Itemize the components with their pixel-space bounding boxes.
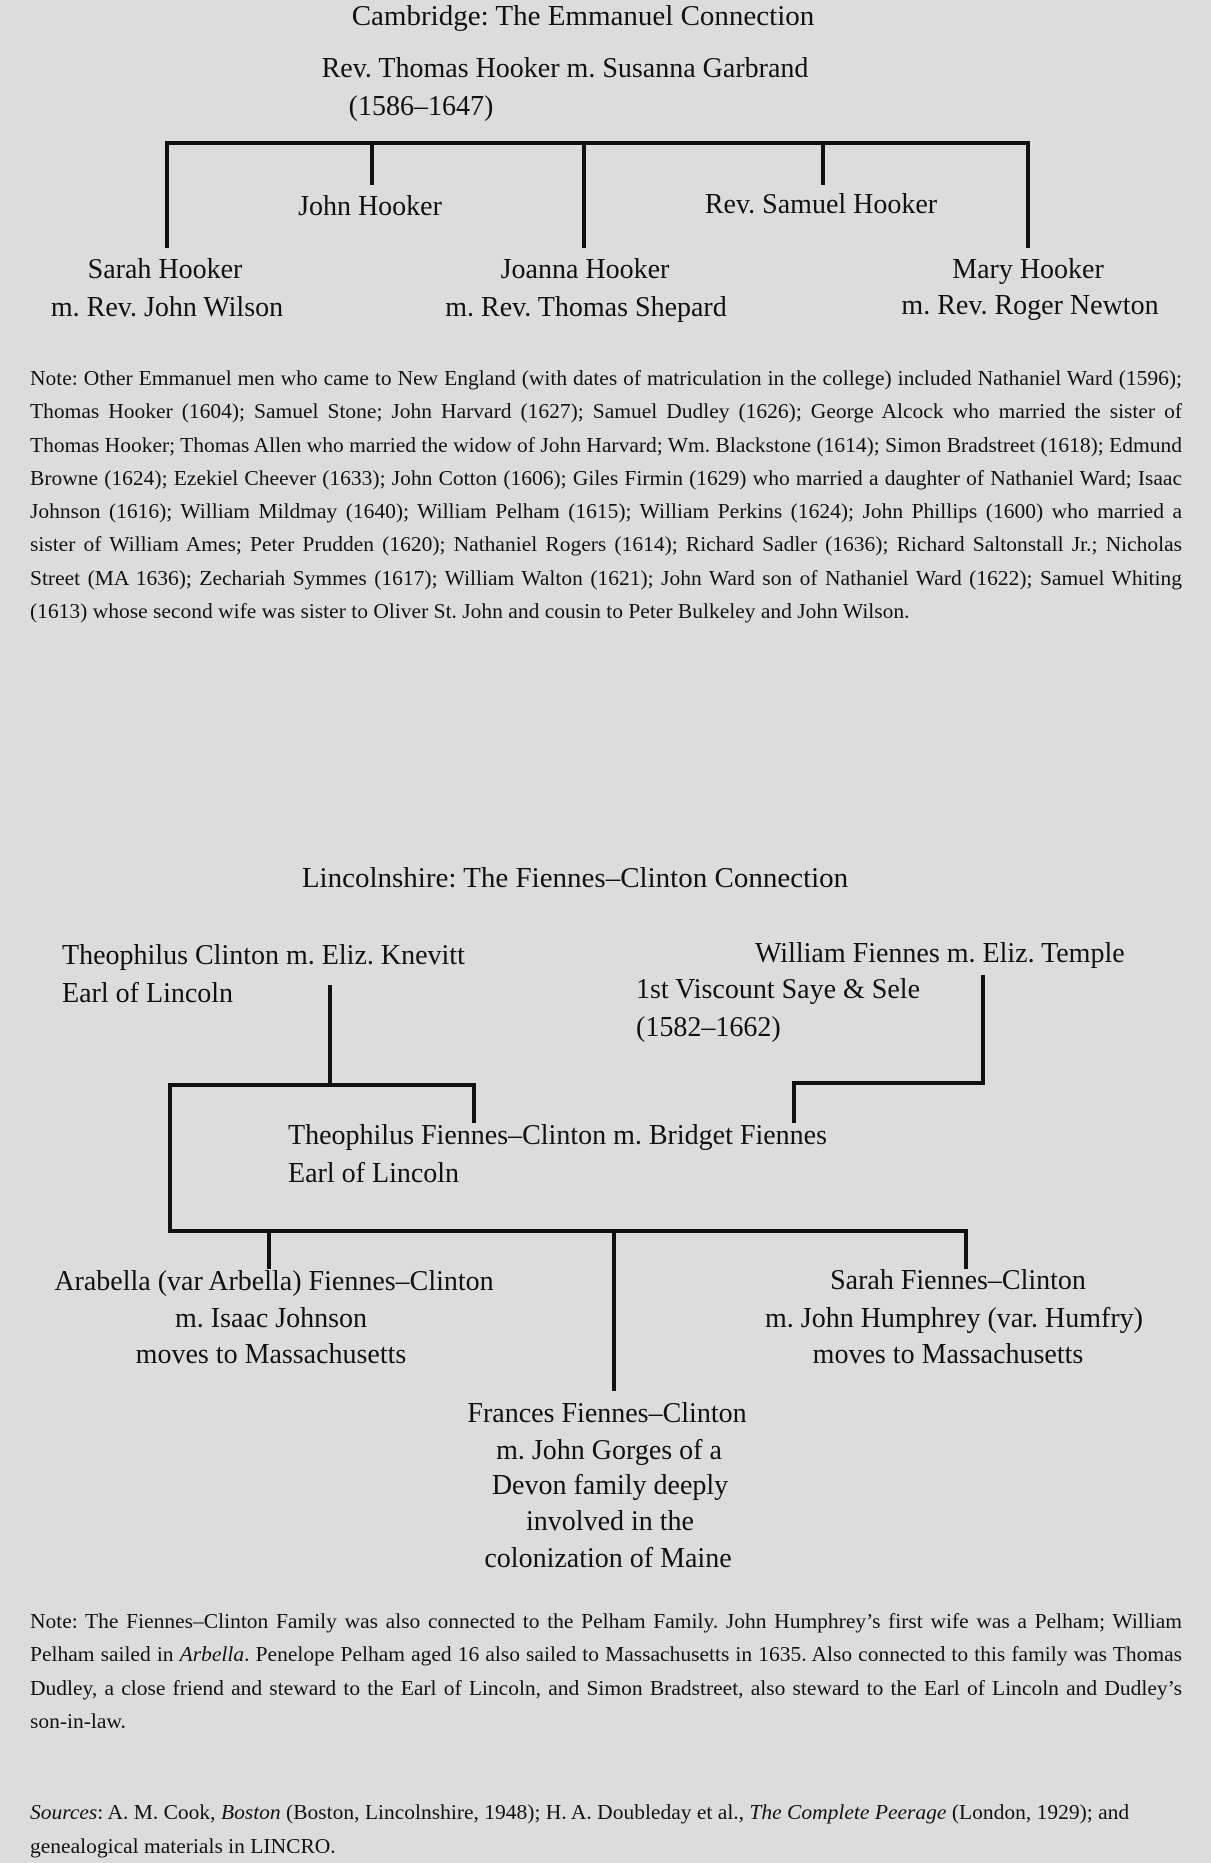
cambridge-drop-mary [1026,141,1030,248]
lincolnshire-note [30,1605,1182,1738]
cambridge-parents-dates: (1586–1647) [348,91,494,122]
sources-label: Sources [30,1800,98,1824]
sources-rest-1: (Boston, Lincolnshire, 1948); H. A. Doubleday et al., [280,1800,750,1824]
sources-prefix: : A. M. Cook, [97,1800,221,1824]
lincolnshire-drop-sarah [964,1229,968,1269]
cambridge-drop-john [370,141,374,185]
cambridge-drop-samuel [821,141,825,185]
sources-note [30,1795,1182,1863]
cambridge-drop-sarah [165,141,169,248]
lincolnshire-bar-clinton-right [472,1083,476,1123]
lincolnshire-bar-clinton [168,1083,474,1087]
lincolnshire-children-bar [168,1229,968,1233]
cambridge-title: Cambridge: The Emmanuel Connection [351,0,815,32]
lincolnshire-bar-fiennes-left [792,1081,796,1123]
lincolnshire-bar-fiennes [792,1081,985,1085]
lincolnshire-drop-fiennes [981,975,985,1085]
sources-book-peerage: The Complete Peerage [749,1800,947,1824]
lincolnshire-note-part-a: Note: The Fiennes–Clinton Family was also connected to the Pelham Family. John Humphrey’s first wife was a Pelham; William Pelham sailed in [30,1609,1182,1667]
lincolnshire-drop-frances [612,1229,616,1391]
lincolnshire-bar-clinton-left [168,1083,172,1233]
sources-book-boston: Boston [220,1800,281,1824]
lincolnshire-note-ship-name: Arbella [179,1642,245,1667]
cambridge-note: Note: Other Emmanuel men who came to New England (with dates of matriculation in the college) included Nathaniel Ward (1596); Thomas Hooker (1604); Samuel Stone; John Harvard (1627); Samuel Dudley (1626); George Alcock who married the sister of Thomas Hooker; Thomas Allen who married the widow of John Harvard; Wm. Blackstone (1614); Simon Bradstreet (1618); Edmund Browne (1624); Ezekiel Cheever (1633); John Cotton (1606); Giles Firmin (1629) who married a daughter of Nathaniel Ward; Isaac Johnson (1616); William Mildmay (1640); William Pelham (1615); William Perkins (1624); John Phillips (1600) who married a sister of William Ames; Peter Prudden (1620); Nathaniel Rogers (1614); Richard Sadler (1636); Richard Saltonstall Jr.; Nicholas Street (MA 1636); Zechariah Symmes (1617); William Walton (1621); John Ward son of Nathaniel Ward (1622); Samuel Whiting (1613) whose second wife was sister to Oliver St. John and cousin to Peter Bulkeley and John Wilson. [30,366,1182,624]
lincolnshire-title: Lincolnshire: The Fiennes–Clinton Connection [301,862,849,894]
sources-rest-2: (London, 1929); and genealogical materials in LINCRO. [30,1800,1130,1858]
lincolnshire-drop-clinton [328,985,332,1085]
lincolnshire-note-part-b: . Penelope Pelham aged 16 also sailed to Massachusetts in 1635. Also connected to this family was Thomas Dudley, a close friend and steward to the Earl of Lincoln, and Simon Bradstreet, also steward to the Earl of Lincoln and Dudley’s son-in-law. [30,1642,1182,1733]
lincolnshire-drop-arabella [267,1229,271,1269]
cambridge-parents: Rev. Thomas Hooker m. Susanna Garbrand [321,53,809,84]
cambridge-drop-joanna [582,141,586,248]
cambridge-bar [165,141,1030,145]
